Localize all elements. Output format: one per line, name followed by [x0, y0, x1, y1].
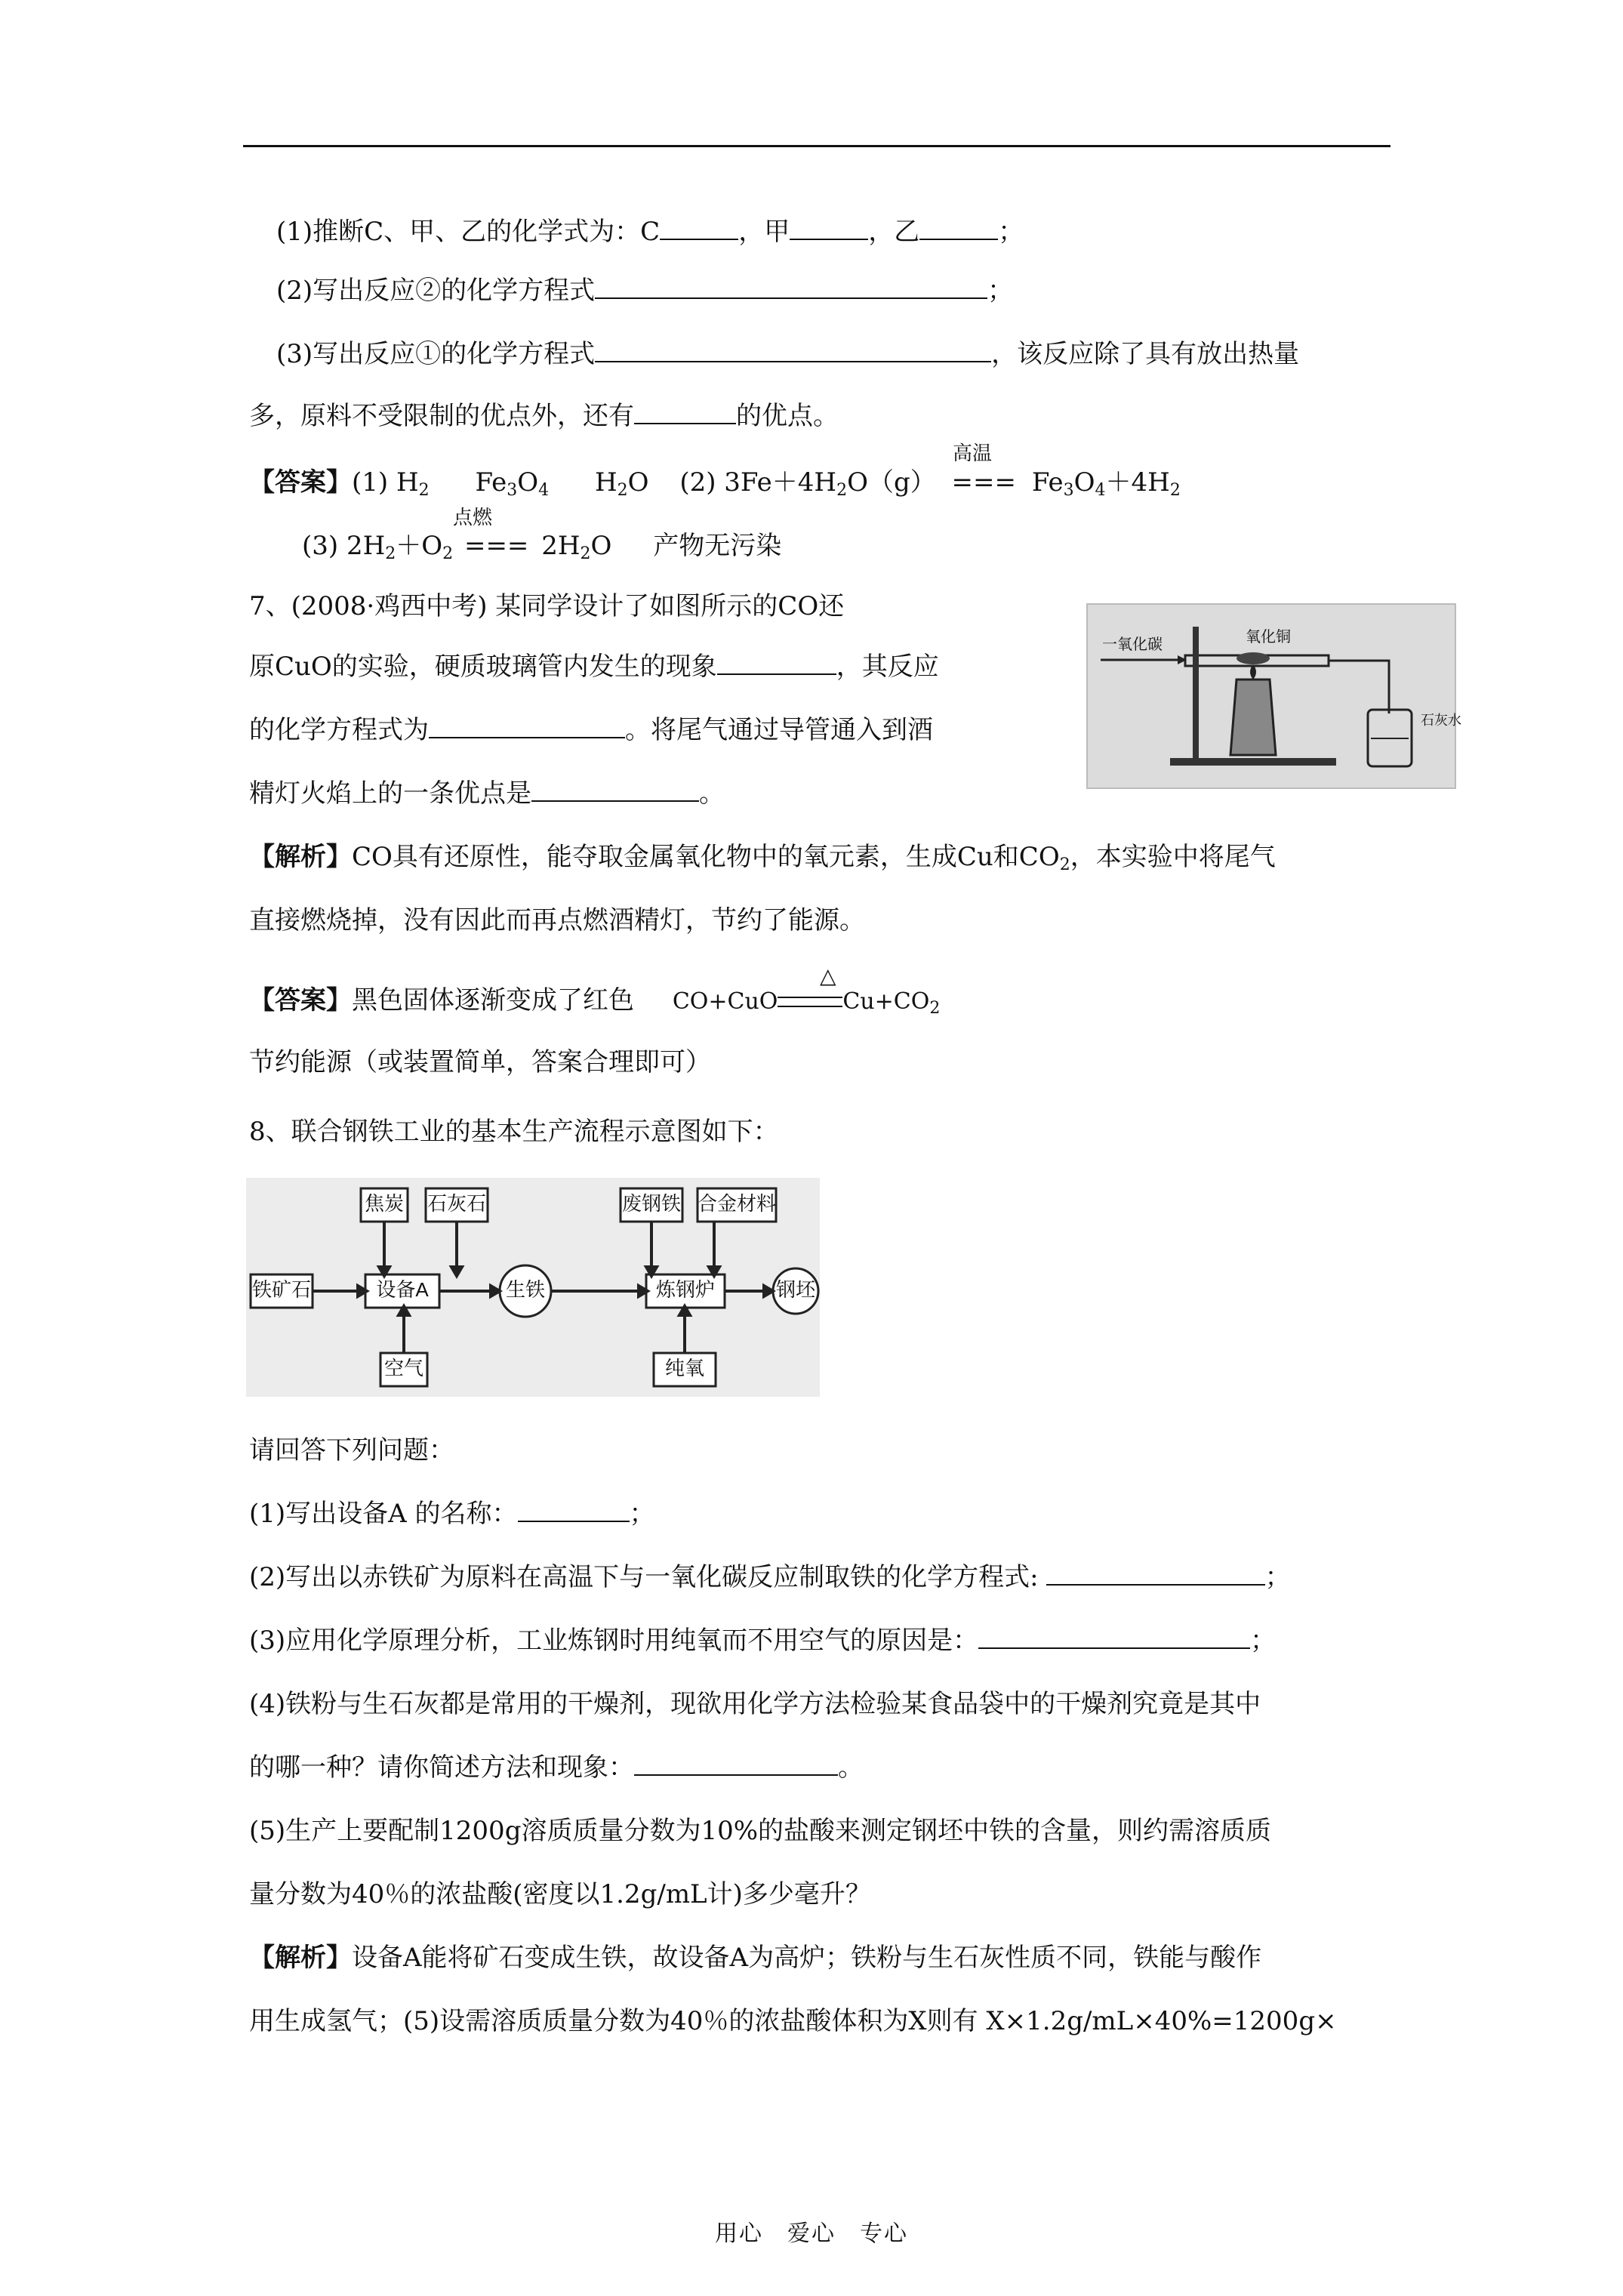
copper-oxide-sample [1236, 652, 1270, 664]
label-carbon-monoxide: 一氧化碳 [1102, 636, 1163, 653]
condition-high-temp: 高温 [953, 442, 993, 465]
condition-ignite: 点燃 [453, 507, 493, 529]
node-coke-label: 焦炭 [364, 1191, 405, 1215]
stand-rod [1193, 627, 1199, 763]
label-copper-oxide: 氧化铜 [1246, 629, 1291, 646]
q8-part1: (1)写出设备A 的名称： ； [249, 1499, 655, 1529]
q6-part3: (3)写出反应①的化学方程式 ，该反应除了具有放出热量 [276, 339, 1300, 369]
q7-analysis-line2: 直接燃烧掉，没有因此而再点燃酒精灯，节约了能源。 [249, 905, 865, 935]
label-lime-water: 石灰水 [1421, 713, 1461, 728]
node-device-a-label: 设备A [376, 1277, 429, 1301]
q7-stem-line3: 的化学方程式为 。将尾气通过导管通入到酒 [249, 715, 933, 745]
q6-part1: (1)推断C、甲、乙的化学式为：C ，甲 ，乙 ； [276, 217, 1024, 247]
equation-equals-bar [778, 997, 842, 1007]
page-footer: 用心 爱心 专心 [715, 2220, 908, 2247]
steel-production-flowchart [246, 1178, 820, 1397]
q8-part5-line1: (5)生产上要配制1200g溶质质量分数为10%的盐酸来测定钢坯中铁的含量，则约需溶质质 [249, 1816, 1272, 1846]
q6-part2: (2)写出反应②的化学方程式 ； [276, 276, 1014, 306]
node-pig-iron-label: 生铁 [505, 1277, 546, 1301]
node-alloy-materials-label: 合金材料 [697, 1191, 777, 1215]
q8-part2: (2)写出以赤铁矿为原料在高温下与一氧化碳反应制取铁的化学方程式: ； [249, 1562, 1291, 1592]
q8-analysis-line1: 【解析】设备A能将矿石变成生铁，故设备A为高炉；铁粉与生石灰性质不同，铁能与酸作 [249, 1943, 1262, 1973]
node-steel-billet-label: 钢坯 [775, 1277, 816, 1301]
q8-part4-line1: (4)铁粉与生石灰都是常用的干燥剂，现欲用化学方法检验某食品袋中的干燥剂究竟是其中 [249, 1689, 1261, 1719]
node-air-label: 空气 [383, 1356, 424, 1379]
q8-part5-line2: 量分数为40％的浓盐酸(密度以1.2g/mL计)多少毫升？ [249, 1879, 871, 1909]
node-iron-ore-label: 铁矿石 [251, 1277, 312, 1301]
q6-answer-line1: 【答案】(1) $H_2$ $Fe_3O_4$ $H_2O$ (2) $3Fe+4H_2O(g)$ === $Fe_3O_4+4H_2$ [249, 467, 1181, 500]
node-steel-furnace-label: 炼钢炉 [655, 1277, 716, 1301]
node-pure-oxygen-label: 纯氧 [664, 1356, 705, 1379]
alcohol-lamp [1230, 680, 1276, 755]
co-reduction-apparatus-figure [1087, 604, 1461, 788]
q7-analysis-line1: 【解析】CO具有还原性，能夺取金属氧化物中的氧元素，生成Cu和$CO_2$，本实验中将尾气 [249, 842, 1276, 874]
node-limestone-label: 石灰石 [427, 1191, 487, 1215]
q7-stem-line4: 精灯火焰上的一条优点是 。 [249, 778, 725, 809]
q6-answer-line2: (3) $2H_2+O_2$ === $2H_2O$ 产物无污染 [302, 531, 782, 563]
q8-title: 8、联合钢铁工业的基本生产流程示意图如下： [249, 1117, 779, 1147]
q8-part3: (3)应用化学原理分析，工业炼钢时用纯氧而不用空气的原因是： ； [249, 1626, 1277, 1656]
header-rule [243, 145, 1390, 147]
q8-prompt: 请回答下列问题： [249, 1435, 454, 1465]
q7-answer-line2: 节约能源（或装置简单，答案合理即可） [249, 1047, 711, 1077]
q8-part4-line2: 的哪一种？请你简述方法和现象： 。 [249, 1752, 864, 1783]
q8-analysis-line2: 用生成氢气；(5)设需溶质质量分数为40％的浓盐酸体积为X则有 X×1.2g/mL×40%=1200g× [249, 2006, 1337, 2036]
stand-base [1170, 758, 1336, 766]
q7-stem-line1: 7、(2008·鸡西中考) 某同学设计了如图所示的CO还 [249, 591, 845, 621]
node-scrap-steel-label: 废钢铁 [621, 1191, 682, 1215]
q6-part3-cont: 多，原料不受限制的优点外，还有 的优点。 [249, 401, 839, 431]
condition-heat: △ [820, 963, 836, 988]
q7-answer-line1: 【答案】黑色固体逐渐变成了红色 CO+CuO $Cu+CO_2$ [249, 985, 941, 1018]
q7-stem-line2: 原CuO的实验，硬质玻璃管内发生的现象 ，其反应 [249, 652, 939, 682]
